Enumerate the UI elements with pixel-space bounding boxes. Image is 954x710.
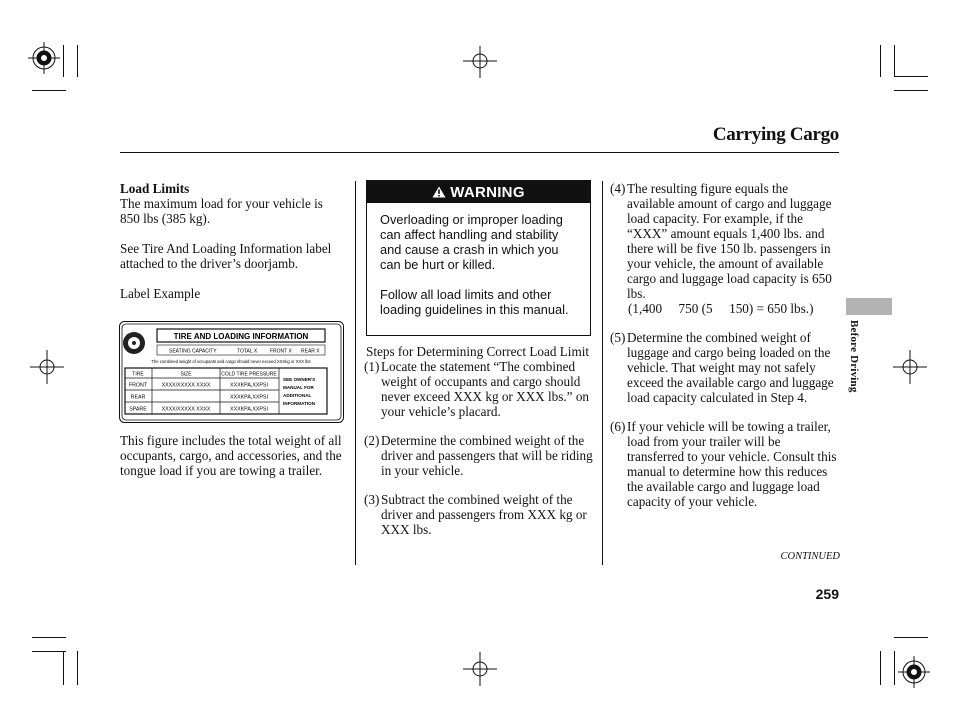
step-item (610, 419, 838, 509)
step-number: (2) (364, 433, 380, 448)
step-number: (5) (610, 330, 626, 345)
see-manual-line: SEE OWNER'S (283, 377, 316, 382)
row-size: XXXX/XXXXX XXXX (161, 406, 211, 413)
step-text: Determine the combined weight of the driver and passengers that will be riding in your vehicle. (381, 433, 593, 478)
row-name: SPARE (129, 406, 147, 413)
section-heading: Load Limits (120, 181, 190, 196)
tire-icon (123, 332, 145, 354)
column-1 (120, 181, 342, 301)
registration-target-icon (28, 42, 62, 76)
see-manual-line: MANUAL FOR (283, 385, 314, 390)
warning-triangle-icon (432, 186, 446, 198)
step-item (610, 330, 838, 405)
row-pressure: XXXKPA,XXPSI (230, 382, 268, 389)
step-text: Locate the statement “The combined weight of occupants and cargo should never exceed XXX kg or XXX lbs.” on your vehicle’s placard. (381, 359, 590, 419)
see-manual-line: INFORMATION (283, 401, 316, 406)
steps-heading: Steps for Determining Correct Load Limit (366, 344, 590, 359)
step-number: (3) (364, 492, 380, 507)
step-number: (6) (610, 419, 626, 434)
paragraph: See Tire And Loading Information label attached to the driver’s doorjamb. (120, 241, 332, 271)
step-text: The resulting figure equals the available amount of cargo and luggage load capacity. For example, if the “XXX” amount equals 1,400 lbs. and there will be five 150 lb. passengers in your vehicle, the amount of available cargo and luggage load capacity is 650 lbs. (627, 181, 832, 301)
row-pressure: XXXKPA,XXPSI (230, 406, 268, 413)
col-size: SIZE (180, 371, 192, 378)
column-2 (364, 344, 596, 537)
page-number: 259 (815, 586, 839, 602)
step-text: Subtract the combined weight of the driver and passengers from XXX kg or XXX lbs. (381, 492, 587, 537)
crosshair-icon (463, 46, 497, 80)
row-size: XXXX/XXXXX XXXX (161, 382, 211, 389)
step-item (364, 359, 596, 419)
step-item (364, 433, 596, 478)
registration-target-icon (898, 656, 932, 690)
label-front: FRONT X (270, 348, 292, 355)
crosshair-icon (463, 652, 497, 686)
formula: (1,400 750 (5 150) = 650 lbs.) (628, 301, 814, 316)
step-item (610, 181, 838, 316)
header-rule (120, 152, 839, 153)
label-title: TIRE AND LOADING INFORMATION (173, 332, 309, 341)
column-1-bottom (120, 433, 344, 478)
label-rear: REAR X (301, 348, 320, 355)
step-number: (4) (610, 181, 626, 196)
warning-text: Overloading or improper loading can affect handling and stability and cause a crash in which you can be hurt or killed. (380, 212, 563, 272)
warning-header (367, 181, 590, 203)
page-title: Carrying Cargo (712, 124, 839, 145)
label-caption: Label Example (120, 286, 201, 301)
crosshair-icon (893, 350, 927, 384)
see-manual-line: ADDITIONAL (283, 393, 312, 398)
crosshair-icon (30, 350, 64, 384)
label-note: The combined weight of occupants and cargo should never exceed XXXkg or XXX lbs (151, 359, 311, 364)
continued-label: CONTINUED (780, 551, 840, 562)
label-seating: SEATING CAPACITY (169, 348, 217, 355)
column-3 (610, 181, 838, 509)
warning-box (366, 180, 591, 336)
step-text: If your vehicle will be towing a trailer, load from your trailer will be transferred to your vehicle. Consult this manual to determine how this reduces the available cargo and luggage load capacity of your vehicle. (627, 419, 837, 509)
tire-loading-label-figure (119, 321, 344, 423)
side-tab (846, 298, 892, 315)
col-pressure: COLD TIRE PRESSURE (221, 371, 277, 378)
row-name: REAR (130, 394, 146, 401)
column-divider (355, 181, 356, 565)
warning-title: WARNING (450, 183, 525, 201)
column-divider (602, 181, 603, 565)
warning-text: Follow all load limits and other loading guidelines in this manual. (380, 287, 569, 317)
row-name: FRONT (128, 382, 148, 389)
side-tab-label: Before Driving (848, 320, 860, 393)
row-pressure: XXXKPA,XXPSI (230, 394, 268, 401)
step-item (364, 492, 596, 537)
step-text: Determine the combined weight of luggage and cargo being loaded on the vehicle. That weight may not safely exceed the available cargo and luggage load capacity calculated in Step 4. (627, 330, 834, 405)
step-number: (1) (364, 359, 380, 374)
col-tire: TIRE (132, 371, 144, 378)
label-total: TOTAL X (237, 348, 258, 355)
paragraph: This figure includes the total weight of all occupants, cargo, and accessories, and the tongue load if you are towing a trailer. (120, 433, 342, 478)
paragraph: The maximum load for your vehicle is 850 lbs (385 kg). (120, 196, 323, 226)
